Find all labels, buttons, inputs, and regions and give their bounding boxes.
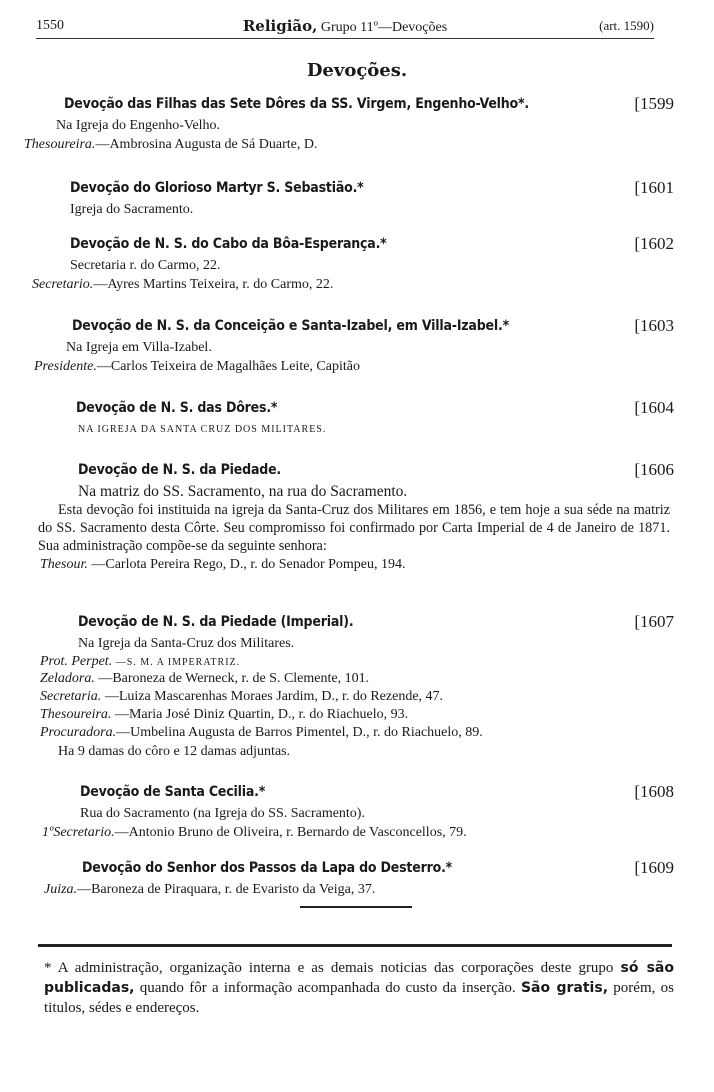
entry-1609	[24, 858, 674, 899]
entry-number: [1603	[634, 316, 674, 335]
entry-1603	[24, 316, 674, 376]
entry-location: NA IGREJA DA SANTA CRUZ DOS MILITARES.	[78, 424, 327, 435]
officer-line	[24, 653, 674, 670]
officer-role: Presidente.	[34, 359, 97, 374]
officer-role: Secretaria.	[40, 689, 102, 704]
footnote-rule	[38, 944, 672, 947]
page-number: 1550	[36, 18, 64, 33]
running-title	[36, 17, 654, 36]
officer-line	[24, 688, 674, 706]
entry-location: Na Igreja em Villa-Izabel.	[66, 340, 212, 355]
entry-number: [1607	[634, 612, 674, 631]
officer-text: —Baroneza de Werneck, r. de S. Clemente, 101.	[94, 671, 370, 686]
entry-number: [1606	[634, 460, 674, 479]
entry-location: Rua do Sacramento (na Igreja do SS. Sacramento).	[80, 806, 365, 821]
officer-line	[24, 724, 674, 742]
officer-role: Thesoureira.	[40, 707, 112, 722]
entry-location: Secretaria r. do Carmo, 22.	[70, 258, 221, 273]
officer-text: —Carlota Pereira Rego, D., r. do Senador Pompeu, 194.	[87, 557, 406, 572]
officer-text: —Carlos Teixeira de Magalhães Leite, Capitão	[96, 359, 360, 374]
footnote-text-3: porém, os titulos, sédes e endereços.	[44, 980, 674, 1016]
entry-1601	[24, 178, 674, 219]
entry-location: Igreja do Sacramento.	[70, 202, 194, 217]
officer-line	[24, 823, 674, 842]
officer-text: —Umbelina Augusta de Barros Pimentel, D., r. do Riachuelo, 89.	[116, 725, 483, 740]
entry-title: Devoção das Filhas das Sete Dôres da SS. Virgem, Engenho-Velho*.	[64, 96, 529, 112]
entry-1608	[24, 782, 674, 842]
officer-text: —S. M. A IMPERATRIZ.	[112, 657, 241, 668]
entry-number: [1608	[634, 782, 674, 801]
article-reference: (art. 1590)	[599, 18, 654, 33]
entry-number: [1601	[634, 178, 674, 197]
entry-title: Devoção de Santa Cecilia.*	[80, 784, 266, 800]
entry-location: Na Igreja do Engenho-Velho.	[56, 118, 221, 133]
entry-1599	[24, 94, 674, 154]
entry-title: Devoção de N. S. do Cabo da Bôa-Esperança.*	[70, 236, 387, 252]
entry-title: Devoção de N. S. da Conceição e Santa-Izabel, em Villa-Izabel.*	[72, 318, 509, 334]
entry-number: [1599	[634, 94, 674, 113]
entry-title: Devoção do Glorioso Martyr S. Sebastião.*	[70, 180, 364, 196]
officer-line	[24, 880, 674, 899]
footnote-text-2: quando fôr a informação acompanhada do custo da inserção.	[134, 980, 521, 996]
entry-title: Devoção de N. S. da Piedade (Imperial).	[78, 614, 354, 630]
entry-title: Devoção do Senhor dos Passos da Lapa do Desterro.*	[82, 860, 453, 876]
footnote	[44, 958, 674, 1018]
entry-1606	[24, 460, 674, 574]
running-title-rest: Grupo 11º—Devoções	[317, 20, 448, 35]
officer-role: Thesoureira.	[24, 137, 96, 152]
officer-role: 1ºSecretario.	[42, 825, 115, 840]
running-title-bold: Religião,	[242, 17, 318, 35]
officer-line	[24, 555, 674, 574]
footnote-bold-1: só são publicadas,	[44, 960, 674, 996]
officer-line	[24, 357, 674, 376]
entry-location: Na Igreja da Santa-Cruz dos Militares.	[78, 636, 295, 651]
officer-role: Prot. Perpet.	[40, 654, 113, 669]
section-end-rule	[300, 906, 412, 908]
entry-closing: Ha 9 damas do côro e 12 damas adjuntas.	[58, 744, 291, 759]
officer-line	[24, 275, 674, 294]
officer-text: —Ambrosina Augusta de Sá Duarte, D.	[95, 137, 318, 152]
entry-number: [1602	[634, 234, 674, 253]
entry-1607	[24, 612, 674, 761]
entry-number: [1609	[634, 858, 674, 877]
officer-role: Secretario.	[32, 277, 94, 292]
officer-text: —Baroneza de Piraquara, r. de Evaristo da Veiga, 37.	[77, 882, 376, 897]
entry-1602	[24, 234, 674, 294]
section-title: Devoções.	[306, 60, 408, 81]
officer-role: Juiza.	[44, 882, 78, 897]
entry-title: Devoção de N. S. da Piedade.	[78, 462, 281, 478]
footnote-text-1: * A administração, organização interna e as demais noticias das corporações deste grupo	[44, 960, 621, 976]
officer-text: —Ayres Martins Teixeira, r. do Carmo, 22.	[93, 277, 334, 292]
officer-text: —Maria José Diniz Quartin, D., r. do Riachuelo, 93.	[111, 707, 409, 722]
officer-text: —Luiza Mascarenhas Moraes Jardim, D., r. do Rezende, 47.	[101, 689, 444, 704]
entry-location: Na matriz do SS. Sacramento, na rua do Sacramento.	[78, 483, 408, 500]
officer-role: Zeladora.	[40, 671, 95, 686]
entry-number: [1604	[634, 398, 674, 417]
officer-role: Procuradora.	[40, 725, 117, 740]
footnote-bold-2: São gratis,	[520, 980, 609, 996]
running-header	[36, 16, 654, 39]
entry-1604	[24, 398, 674, 439]
officer-text: —Antonio Bruno de Oliveira, r. Bernardo de Vasconcellos, 79.	[114, 825, 467, 840]
entry-paragraph: Esta devoção foi instituida na igreja da Santa-Cruz dos Militares em 1856, e tem hoje a sua séde na matriz do SS. Sacramento desta Côrte. Seu compromisso foi confirmado por Carta Imperial de 4 de Janeiro de 1871. Sua administração compõe-se da seguinte senhora:	[38, 502, 670, 554]
officer-line	[24, 706, 674, 724]
officer-role: Thesour.	[40, 557, 88, 572]
officer-line	[24, 135, 674, 154]
entry-title: Devoção de N. S. das Dôres.*	[76, 400, 278, 416]
officer-line	[24, 670, 674, 688]
